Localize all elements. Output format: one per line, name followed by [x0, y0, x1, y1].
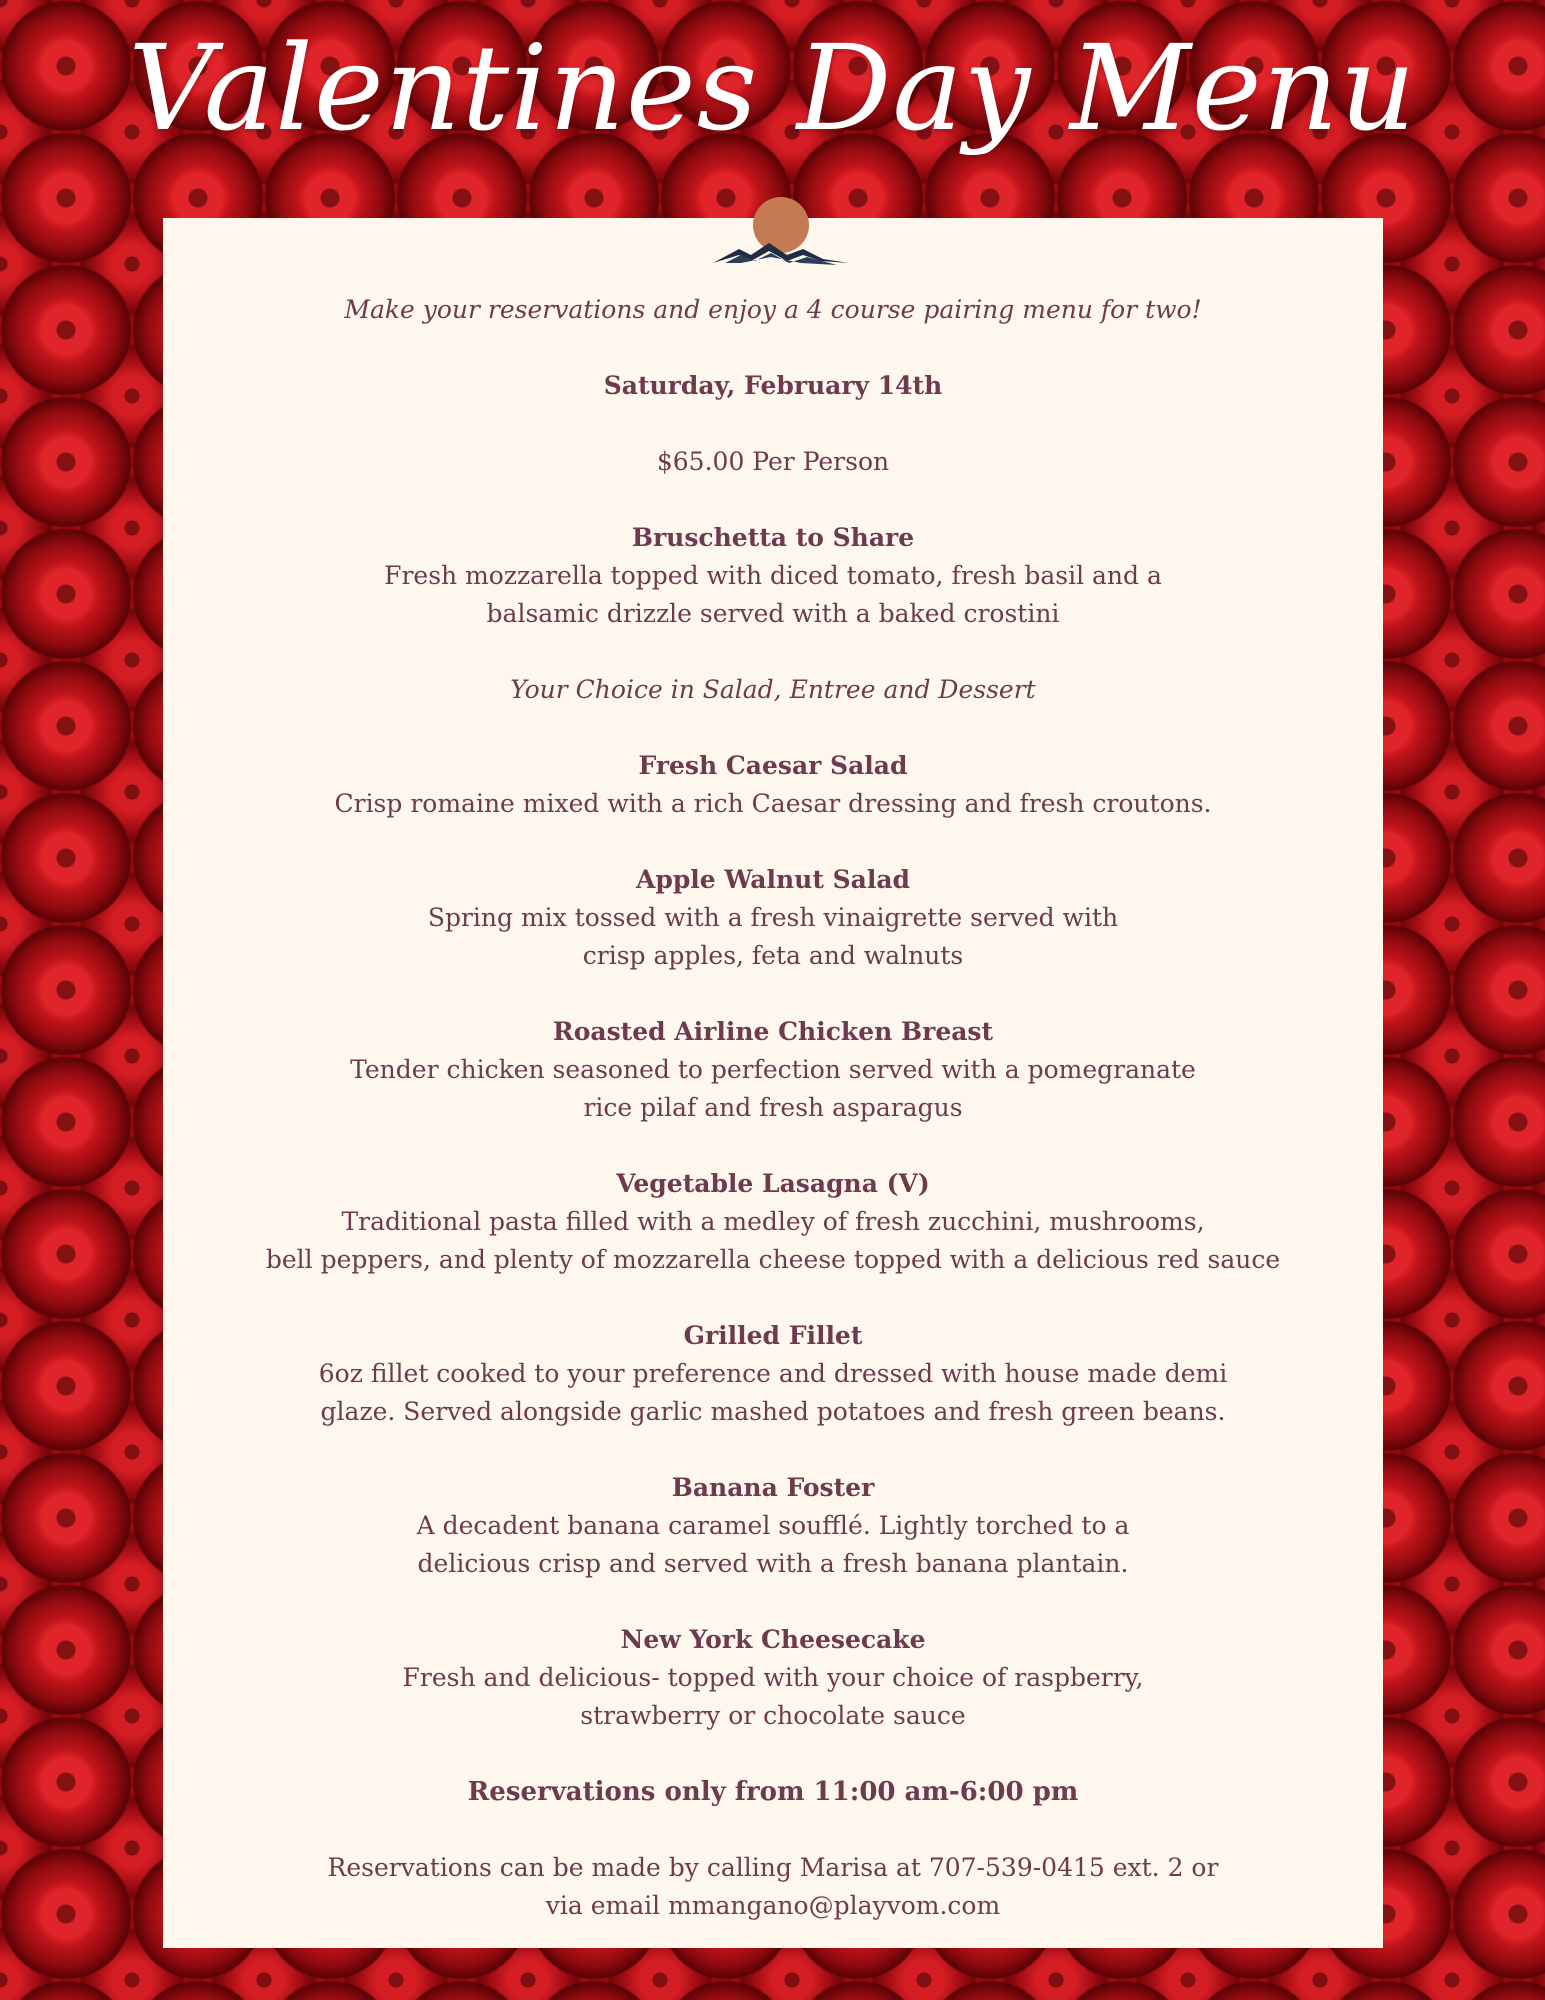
tagline: Make your reservations and enjoy a 4 course pairing menu for two!	[344, 295, 1202, 324]
menu-item-desc: strawberry or chocolate sauce	[580, 1701, 966, 1730]
menu-item-name: Apple Walnut Salad	[635, 865, 911, 894]
starter-name: Bruschetta to Share	[631, 523, 915, 552]
menu-item-desc: A decadent banana caramel soufflé. Lightly torched to a	[416, 1511, 1130, 1540]
menu-item-desc: bell peppers, and plenty of mozzarella cheese topped with a delicious red sauce	[265, 1245, 1281, 1274]
menu-item-name: Roasted Airline Chicken Breast	[552, 1017, 994, 1046]
starter-desc-line: Fresh mozzarella topped with diced tomato, fresh basil and a	[384, 561, 1162, 590]
menu-item-desc: crisp apples, feta and walnuts	[582, 941, 964, 970]
menu-item-name: Vegetable Lasagna (V)	[616, 1169, 930, 1198]
choice-note: Your Choice in Salad, Entree and Dessert	[510, 675, 1036, 704]
event-date: Saturday, February 14th	[603, 371, 943, 400]
menu-card	[163, 218, 1383, 1948]
starter-desc-line: balsamic drizzle served with a baked crostini	[486, 599, 1060, 628]
menu-item-desc: Crisp romaine mixed with a rich Caesar dressing and fresh croutons.	[334, 789, 1212, 818]
menu-item-desc: rice pilaf and fresh asparagus	[583, 1093, 963, 1122]
menu-item-desc: Traditional pasta filled with a medley of fresh zucchini, mushrooms,	[341, 1207, 1205, 1236]
menu-item-name: New York Cheesecake	[620, 1625, 926, 1654]
menu-item-name: Banana Foster	[671, 1473, 875, 1502]
sun-over-mountains-icon	[711, 197, 851, 277]
contact-line: via email mmangano@playvom.com	[545, 1891, 1001, 1920]
menu-item-desc: Spring mix tossed with a fresh vinaigrette served with	[427, 903, 1119, 932]
menu-item-desc: glaze. Served alongside garlic mashed potatoes and fresh green beans.	[320, 1397, 1226, 1426]
menu-item-desc: 6oz fillet cooked to your preference and dressed with house made demi	[318, 1359, 1228, 1388]
menu-item-name: Fresh Caesar Salad	[638, 751, 908, 780]
price: $65.00 Per Person	[656, 447, 890, 476]
menu-item-desc: Fresh and delicious- topped with your choice of raspberry,	[402, 1663, 1144, 1692]
reservation-hours: Reservations only from 11:00 am-6:00 pm	[467, 1777, 1079, 1807]
contact-line: Reservations can be made by calling Marisa at 707-539-0415 ext. 2 or	[327, 1853, 1219, 1882]
menu-item-name: Grilled Fillet	[683, 1321, 863, 1350]
menu-title: Valentines Day Menu	[128, 19, 1417, 157]
menu-item-desc: delicious crisp and served with a fresh banana plantain.	[417, 1549, 1129, 1578]
menu-item-desc: Tender chicken seasoned to perfection served with a pomegranate	[350, 1055, 1196, 1084]
